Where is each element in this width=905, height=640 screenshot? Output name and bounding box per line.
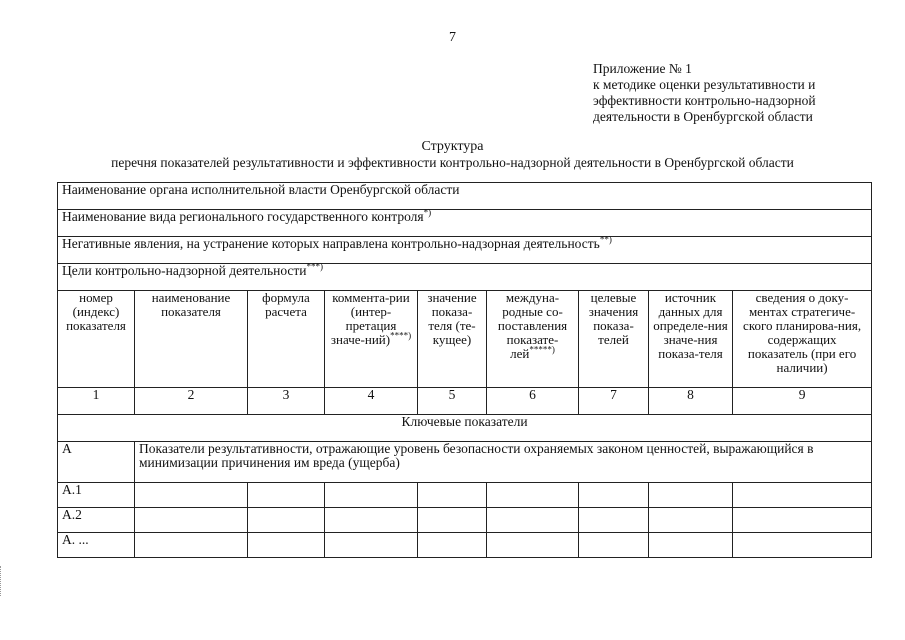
table-row xyxy=(58,533,872,558)
table-cell xyxy=(248,533,325,558)
appendix-line: эффективности контрольно-надзорной xyxy=(593,93,816,108)
table-cell xyxy=(325,533,418,558)
group-row xyxy=(58,442,872,483)
column-number: 4 xyxy=(325,388,418,415)
table-row xyxy=(58,483,872,508)
table-cell xyxy=(649,533,733,558)
row-label: А. ... xyxy=(58,533,135,558)
table-cell xyxy=(487,533,579,558)
table-cell xyxy=(135,533,248,558)
section-row xyxy=(58,415,872,442)
column-header: сведения о доку-ментах стратегиче-ского планирова-ния, содержащих показатель (при его наличии) xyxy=(733,291,872,388)
column-header: источник данных для определе-ния значе-ния показа-теля xyxy=(649,291,733,388)
column-header: номер (индекс) показателя xyxy=(58,291,135,388)
info-cell: Наименование вида регионального государственного контроля*) xyxy=(58,210,872,237)
column-number: 1 xyxy=(58,388,135,415)
table-cell xyxy=(579,508,649,533)
table-cell xyxy=(579,533,649,558)
table-cell xyxy=(733,533,872,558)
info-row xyxy=(58,183,872,210)
column-number: 5 xyxy=(418,388,487,415)
table-cell xyxy=(487,483,579,508)
column-number: 3 xyxy=(248,388,325,415)
document-title: Структура xyxy=(421,139,484,154)
group-description: Показатели результативности, отражающие уровень безопасности охраняемых законом ценностей, выражающийся в минимизации причинения им вреда (ущерба) xyxy=(135,442,872,483)
group-label: А xyxy=(58,442,135,483)
table-cell xyxy=(418,508,487,533)
table-cell xyxy=(649,508,733,533)
appendix-line: деятельности в Оренбургской области xyxy=(593,109,813,124)
table-cell xyxy=(418,483,487,508)
info-cell: Наименование органа исполнительной власти Оренбургской области xyxy=(58,183,872,210)
column-header: формула расчета xyxy=(248,291,325,388)
column-number: 2 xyxy=(135,388,248,415)
info-cell: Цели контрольно-надзорной деятельности***) xyxy=(58,264,872,291)
info-row xyxy=(58,264,872,291)
row-label: А.1 xyxy=(58,483,135,508)
section-title: Ключевые показатели xyxy=(58,415,872,442)
table-cell xyxy=(135,483,248,508)
table-row xyxy=(58,508,872,533)
table-cell xyxy=(418,533,487,558)
column-header: целевые значения показа-телей xyxy=(579,291,649,388)
row-label: А.2 xyxy=(58,508,135,533)
page-number: 7 xyxy=(449,30,456,45)
appendix-line: к методике оценки результативности и xyxy=(593,77,816,92)
column-number: 6 xyxy=(487,388,579,415)
appendix-line: Приложение № 1 xyxy=(593,61,692,76)
table-cell xyxy=(579,483,649,508)
scan-artifact xyxy=(0,566,4,596)
indicators-table xyxy=(57,182,872,558)
info-cell: Негативные явления, на устранение которых направлена контрольно-надзорная деятельность**) xyxy=(58,237,872,264)
document-subtitle: перечня показателей результативности и эффективности контрольно-надзорной деятельности в Оренбургской области xyxy=(111,155,794,170)
appendix-header xyxy=(593,61,816,125)
table-cell xyxy=(248,483,325,508)
table-cell xyxy=(325,508,418,533)
column-header: междуна-родные со-поставления показате-лей*****) xyxy=(487,291,579,388)
table-cell xyxy=(135,508,248,533)
column-number: 8 xyxy=(649,388,733,415)
info-row xyxy=(58,210,872,237)
column-number: 9 xyxy=(733,388,872,415)
column-header: коммента-рии (интер-претация значе-ний)****) xyxy=(325,291,418,388)
column-number: 7 xyxy=(579,388,649,415)
table-cell xyxy=(733,483,872,508)
table-cell xyxy=(325,483,418,508)
table-cell xyxy=(248,508,325,533)
column-header: наименование показателя xyxy=(135,291,248,388)
column-header: значение показа-теля (те-кущее) xyxy=(418,291,487,388)
info-row xyxy=(58,237,872,264)
table-cell xyxy=(649,483,733,508)
header-row xyxy=(58,291,872,388)
table-cell xyxy=(487,508,579,533)
table-cell xyxy=(733,508,872,533)
column-number-row xyxy=(58,388,872,415)
